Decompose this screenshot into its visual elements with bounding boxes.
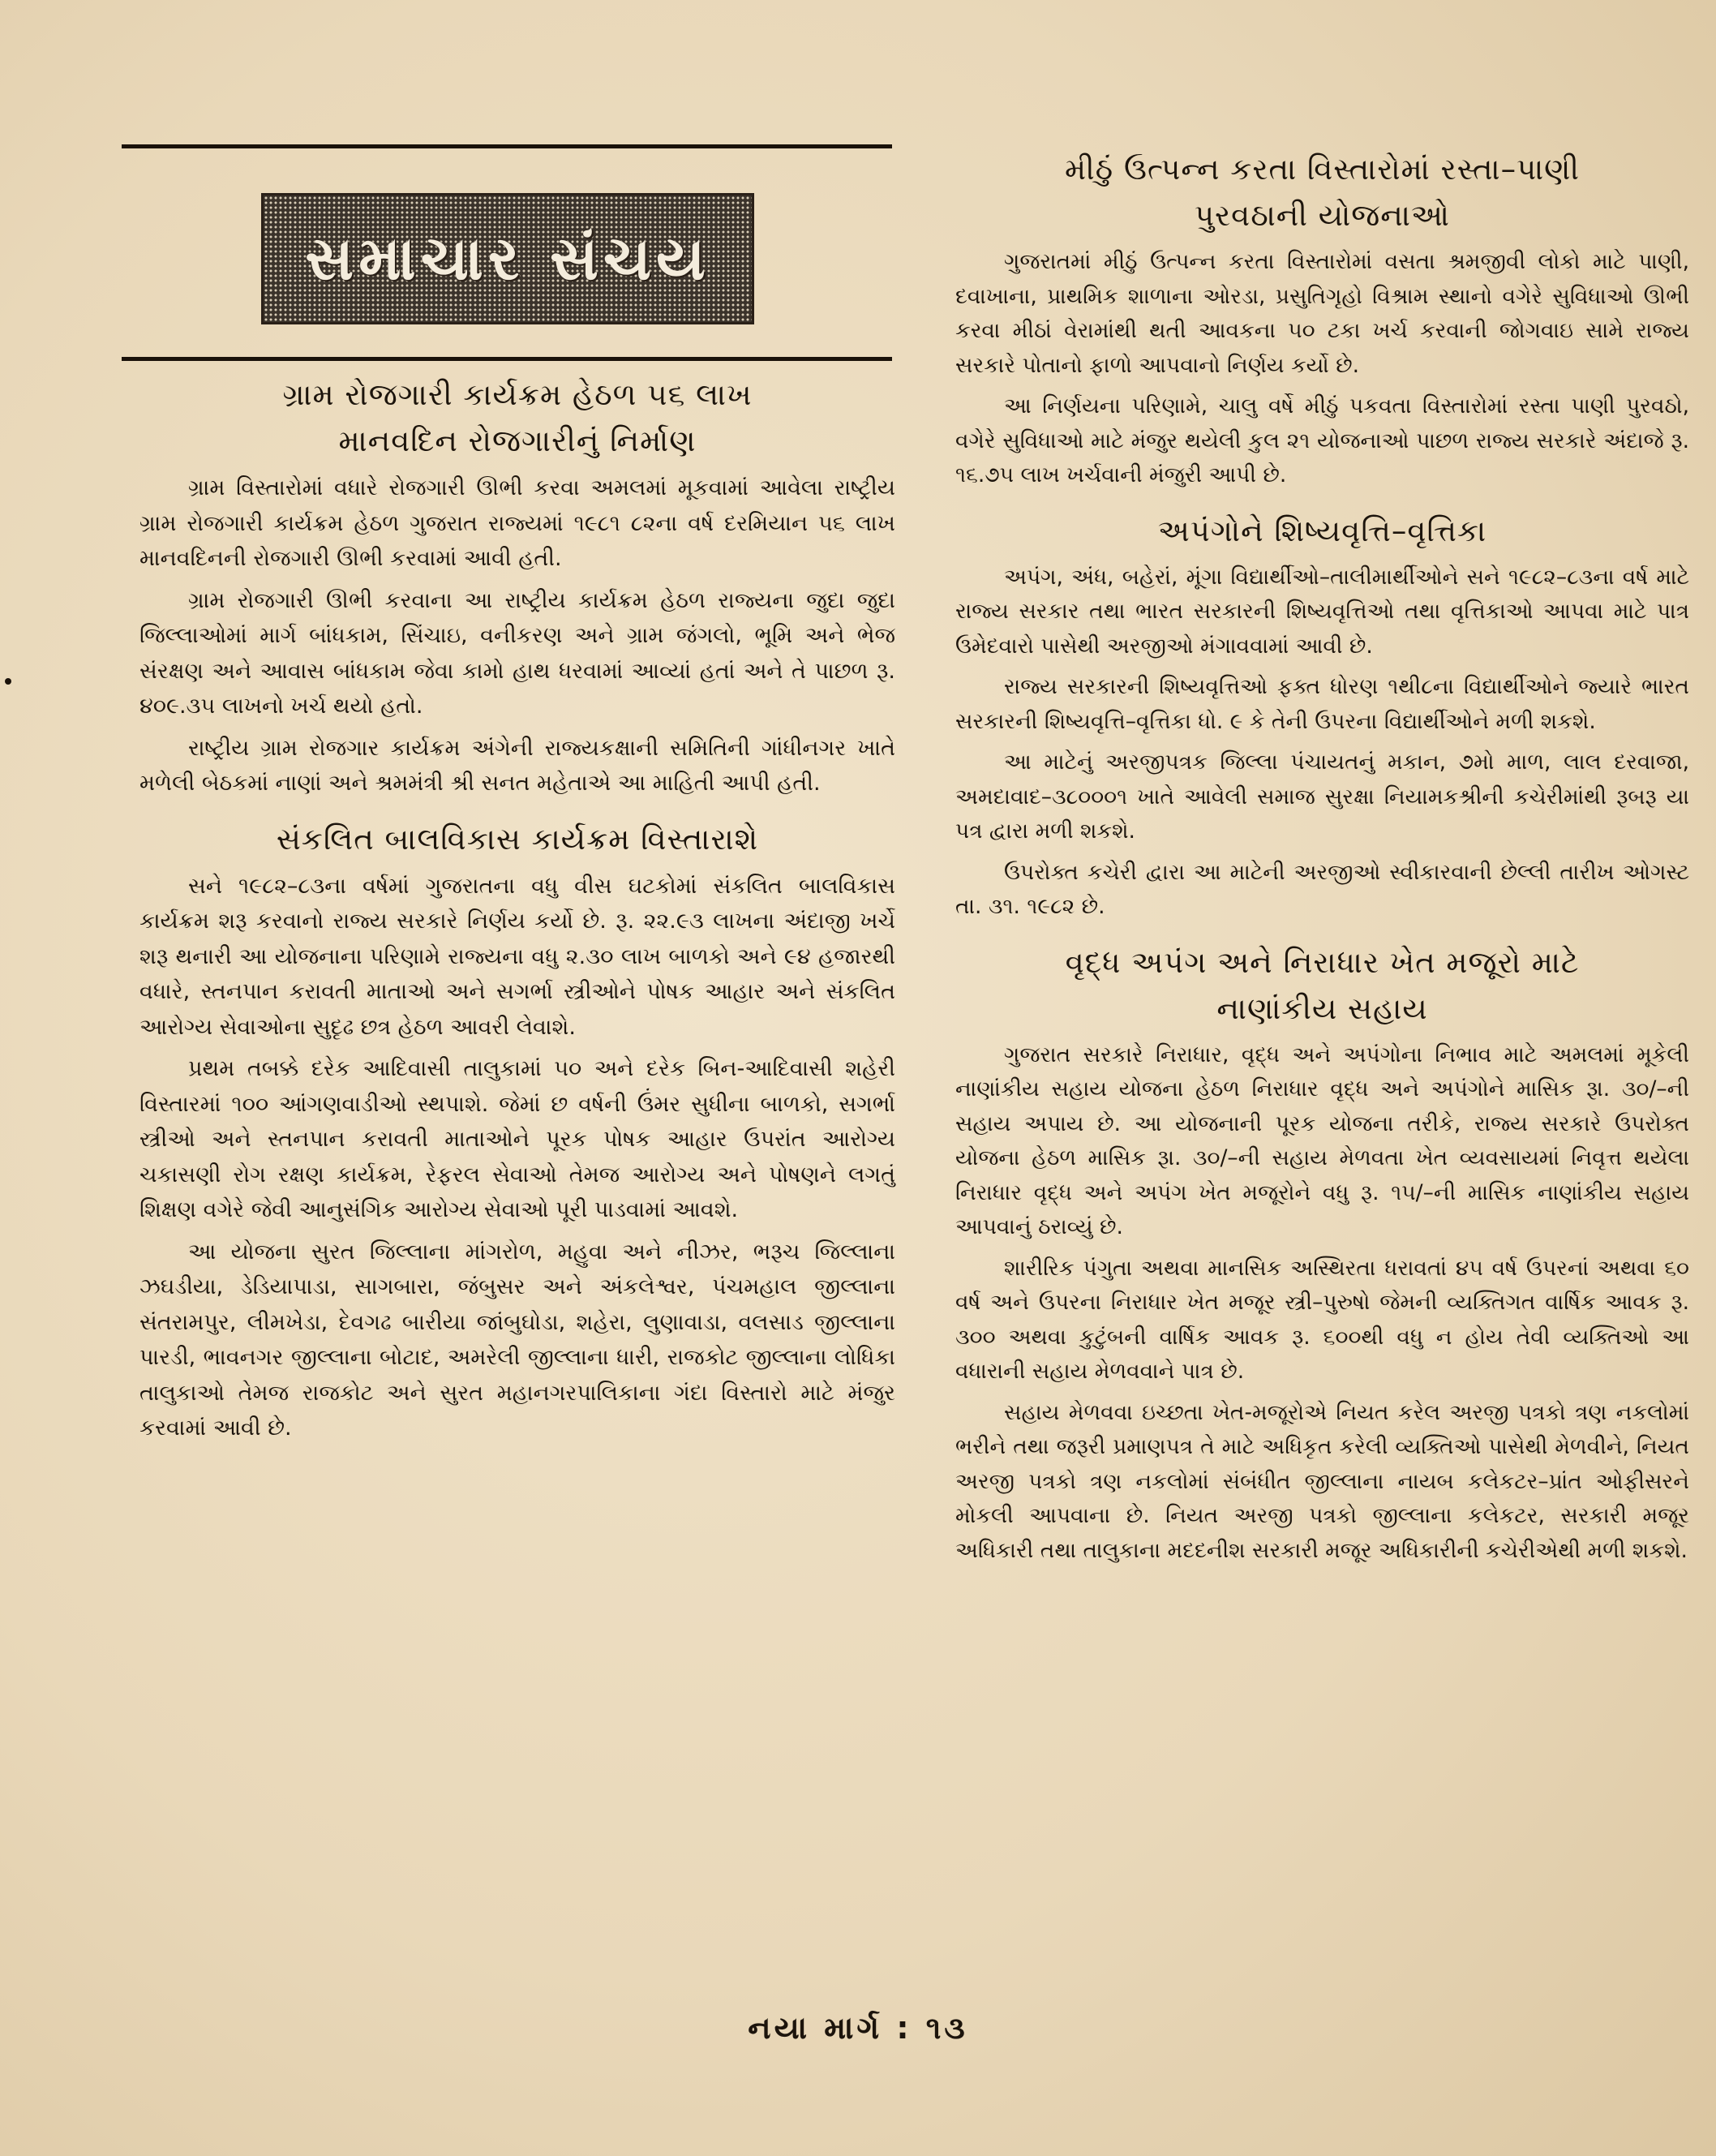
article-child-development <box>139 816 895 1446</box>
article-paragraph: આ માટેનું અરજીપત્રક જિલ્લા પંચાયતનું મકાન, ૭મો માળ, લાલ દરવાજા, અમદાવાદ–૩૮૦૦૦૧ ખાતે આવેલી સમાજ સુરક્ષા નિયામકશ્રીની કચેરીમાંથી રૂબરૂ યા પત્ર દ્વારા મળી શકશે. <box>955 749 1689 844</box>
article-title: અપંગોને શિષ્યવૃત્તિ–વૃત્તિકા <box>1157 513 1487 548</box>
article-title <box>955 146 1689 238</box>
article-paragraph: શારીરિક પંગુતા અથવા માનસિક અસ્થિરતા ધરાવતાં ૪૫ વર્ષ ઉપરનાં અથવા ૬૦ વર્ષ અને ઉપરના નિરાધાર ખેત મજૂર સ્ત્રી–પુરુષો જેમની વ્યક્તિગત વાર્ષિક આવક રૂ. ૩૦૦ અથવા કુટુંબની વાર્ષિક આવક રૂ. ૬૦૦થી વધુ ન હોય તેવી વ્યક્તિઓ આ વધારાની સહાય મેળવવાને પાત્ર છે. <box>955 1255 1689 1384</box>
article-paragraph: રાજ્ય સરકારની શિષ્યવૃત્તિઓ ફક્ત ધોરણ ૧થી૮ના વિદ્યાર્થીઓને જ્યારે ભારત સરકારની શિષ્યવૃત્તિ–વૃત્તિકા ધો. ૯ કે તેની ઉપરના વિદ્યાર્થીઓને મળી શકશે. <box>955 674 1689 734</box>
section-banner <box>261 193 754 324</box>
banner-bottom-rule <box>122 357 892 361</box>
binder-hole-mark <box>5 678 11 685</box>
article-salt-areas <box>955 146 1689 493</box>
article-paragraph: આ નિર્ણયના પરિણામે, ચાલુ વર્ષે મીઠું પકવતા વિસ્તારોમાં રસ્તા પાણી પુરવઠો, વગેરે સુવિધાઓ માટે મંજુર થયેલી કુલ ૨૧ યોજનાઓ પાછળ રાજ્ય સરકારે અંદાજે રૂ. ૧૬.૭૫ લાખ ખર્ચવાની મંજુરી આપી છે. <box>955 393 1689 487</box>
article-paragraph: સહાય મેળવવા ઇચ્છતા ખેત-મજૂરોએ નિયત કરેલ અરજી પત્રકો ત્રણ નકલોમાં ભરીને તથા જરૂરી પ્રમાણપત્ર તે માટે અધિકૃત કરેલી વ્યક્તિઓ પાસેથી મેળવીને, નિયત અરજી પત્રકો ત્રણ નકલોમાં સંબંધીત જીલ્લાના નાયબ કલેકટર–પ્રાંત ઓફીસરને મોકલી આપવાના છે. નિયત અરજી પત્રકો જીલ્લાના કલેકટર, સરકારી મજૂર અધિકારી તથા તાલુકાના મદદનીશ સરકારી મજૂર અધિકારીની કચેરીએથી મળી શકશે. <box>955 1399 1689 1563</box>
article-paragraph: પ્રથમ તબક્કે દરેક આદિવાસી તાલુકામાં ૫૦ અને દરેક બિન-આદિવાસી શહેરી વિસ્તારમાં ૧૦૦ આંગણવાડીઓ સ્થપાશે. જેમાં છ વર્ષની ઉંમર સુધીના બાળકો, સગર્ભા સ્ત્રીઓ અને સ્તનપાન કરાવતી માતાઓને પૂરક પોષક આહાર ઉપરાંત આરોગ્ય ચકાસણી રોગ રક્ષણ કાર્યક્રમ, રેફરલ સેવાઓ તેમજ આરોગ્ય અને પોષણને લગતું શિક્ષણ વગેરે જેવી આનુસંગિક આરોગ્ય સેવાઓ પૂરી પાડવામાં આવશે. <box>139 1056 895 1222</box>
article-title-line: માનવદિન રોજગારીનું નિર્માણ <box>338 423 697 458</box>
article-disabled-scholarships <box>955 508 1689 925</box>
article-title <box>955 939 1689 1032</box>
right-column <box>955 146 1689 1574</box>
article-paragraph: આ યોજના સુરત જિલ્લાના માંગરોળ, મહુવા અને નીઝર, ભરૂચ જિલ્લાના ઝઘડીયા, ડેડિયાપાડા, સાગબારા, જંબુસર અને અંકલેશ્વર, પંચમહાલ જીલ્લાના સંતરામપુર, લીમખેડા, દેવગઢ બારીયા જાંબુઘોડા, શહેરા, લુણાવાડા, વલસાડ જીલ્લાના પારડી, ભાવનગર જીલ્લાના બોટાદ, અમરેલી જીલ્લાના ધારી, રાજકોટ જીલ્લાના લોધિકા તાલુકાઓ તેમજ રાજકોટ અને સુરત મહાનગરપાલિકાના ગંદા વિસ્તારો માટે મંજુર કરવામાં આવી છે. <box>139 1239 895 1441</box>
article-paragraph: ગ્રામ વિસ્તારોમાં વધારે રોજગારી ઊભી કરવા અમલમાં મૂકવામાં આવેલા રાષ્ટ્રીય ગ્રામ રોજગારી કાર્યક્રમ હેઠળ ગુજરાત રાજ્યમાં ૧૯૮૧ ૮૨ના વર્ષ દરમિયાન ૫૬ લાખ માનવદિનની રોજગારી ઊભી કરવામાં આવી હતી. <box>139 475 895 571</box>
article-title: સંકલિત બાલવિકાસ કાર્યક્રમ વિસ્તારાશે <box>276 821 759 857</box>
article-rural-employment <box>139 372 895 801</box>
article-paragraph: ગ્રામ રોજગારી ઊભી કરવાના આ રાષ્ટ્રીય કાર્યક્રમ હેઠળ રાજ્યના જુદા જુદા જિલ્લાઓમાં માર્ગ બાંધકામ, સિંચાઇ, વનીકરણ અને ગ્રામ જંગલો, ભૂમિ અને ભેજ સંરક્ષણ અને આવાસ બાંધકામ જેવા કામો હાથ ધરવામાં આવ્યાં હતાં અને તે પાછળ રૂ. ૪૦૯.૩૫ લાખનો ખર્ચ થયો હતો. <box>139 587 895 719</box>
article-title <box>139 372 895 464</box>
article-title-line: નાણાંકીય સહાય <box>1216 990 1428 1026</box>
page-footer: નયા માર્ગ : ૧૩ <box>748 2010 968 2046</box>
top-rule <box>122 144 892 148</box>
article-title-line: વૃદ્ધ અપંગ અને નિરાધાર ખેત મજૂરો માટે <box>1065 944 1580 980</box>
section-banner-title: સમાચાર સંચય <box>305 223 710 294</box>
article-title-line: પુરવઠાની યોજનાઓ <box>1195 198 1450 233</box>
article-paragraph: અપંગ, અંધ, બહેરાં, મૂંગા વિદ્યાર્થીઓ–તાલીમાર્થીઓને સને ૧૯૮૨–૮૩ના વર્ષ માટે રાજ્ય સરકાર તથા ભારત સરકારની શિષ્યવૃત્તિઓ તથા વૃત્તિકાઓ આપવા માટે પાત્ર ઉમેદવારો પાસેથી અરજીઓ મંગાવવામાં આવી છે. <box>955 564 1689 659</box>
article-financial-aid <box>955 939 1689 1569</box>
article-paragraph: ગુજરાત સરકારે નિરાધાર, વૃદ્ધ અને અપંગોના નિભાવ માટે અમલમાં મૂકેલી નાણાંકીય સહાય યોજના હેઠળ નિરાધાર વૃદ્ધ અને અપંગોને માસિક રૂા. ૩૦/–ની સહાય અપાય છે. આ યોજનાની પૂરક યોજના તરીકે, રાજ્ય સરકારે ઉપરોક્ત યોજના હેઠળ માસિક રૂા. ૩૦/–ની સહાય મેળવતા ખેત વ્યવસાયમાં નિવૃત્ત થયેલા નિરાધાર વૃદ્ધ અને અપંગ ખેત મજૂરોને વધુ રૂ. ૧૫/–ની માસિક નાણાંકીય સહાય આપવાનું ઠરાવ્યું છે. <box>955 1041 1689 1239</box>
article-paragraph: સને ૧૯૮૨–૮૩ના વર્ષમાં ગુજરાતના વધુ વીસ ઘટકોમાં સંકલિત બાલવિકાસ કાર્યક્રમ શરૂ કરવાનો રાજ્ય સરકારે નિર્ણય કર્યો છે. રૂ. ૨૨.૯૩ લાખના અંદાજી ખર્ચે શરૂ થનારી આ યોજનાના પરિણામે રાજ્યના વધુ ૨.૩૦ લાખ બાળકો અને ૯૪ હજારથી વધારે, સ્તનપાન કરાવતી માતાઓ અને સગર્ભા સ્ત્રીઓને પોષક આહાર અને સંકલિત આરોગ્ય સેવાઓના સુદૃઢ છત્ર હેઠળ આવરી લેવાશે. <box>139 873 895 1040</box>
left-column <box>139 372 895 1453</box>
article-paragraph: રાષ્ટ્રીય ગ્રામ રોજગાર કાર્યક્રમ અંગેની રાજ્યકક્ષાની સમિતિની ગાંધીનગર ખાતે મળેલી બેઠકમાં નાણાં અને શ્રમમંત્રી શ્રી સનત મહેતાએ આ માહિતી આપી હતી. <box>139 735 895 796</box>
article-paragraph: ઉપરોક્ત કચેરી દ્વારા આ માટેની અરજીઓ સ્વીકારવાની છેલ્લી તારીખ ઓગસ્ટ તા. ૩૧. ૧૯૮૨ છે. <box>955 859 1689 919</box>
article-title-line: ગ્રામ રોજગારી કાર્યક્રમ હેઠળ ૫૬ લાખ <box>282 377 753 412</box>
article-title-line: મીઠું ઉત્પન્ન કરતા વિસ્તારોમાં રસ્તા–પાણી <box>1064 152 1581 187</box>
article-paragraph: ગુજરાતમાં મીઠું ઉત્પન્ન કરતા વિસ્તારોમાં વસતા શ્રમજીવી લોકો માટે પાણી, દવાખાના, પ્રાથમિક શાળાના ઓરડા, પ્રસુતિગૃહો વિશ્રામ સ્થાનો વગેરે સુવિધાઓ ઊભી કરવા મીઠાં વેરામાંથી થતી આવકના ૫૦ ટકા ખર્ચ કરવાની જોગવાઇ સામે રાજ્ય સરકારે પોતાનો ફાળો આપવાનો નિર્ણય કર્યો છે. <box>955 249 1689 378</box>
